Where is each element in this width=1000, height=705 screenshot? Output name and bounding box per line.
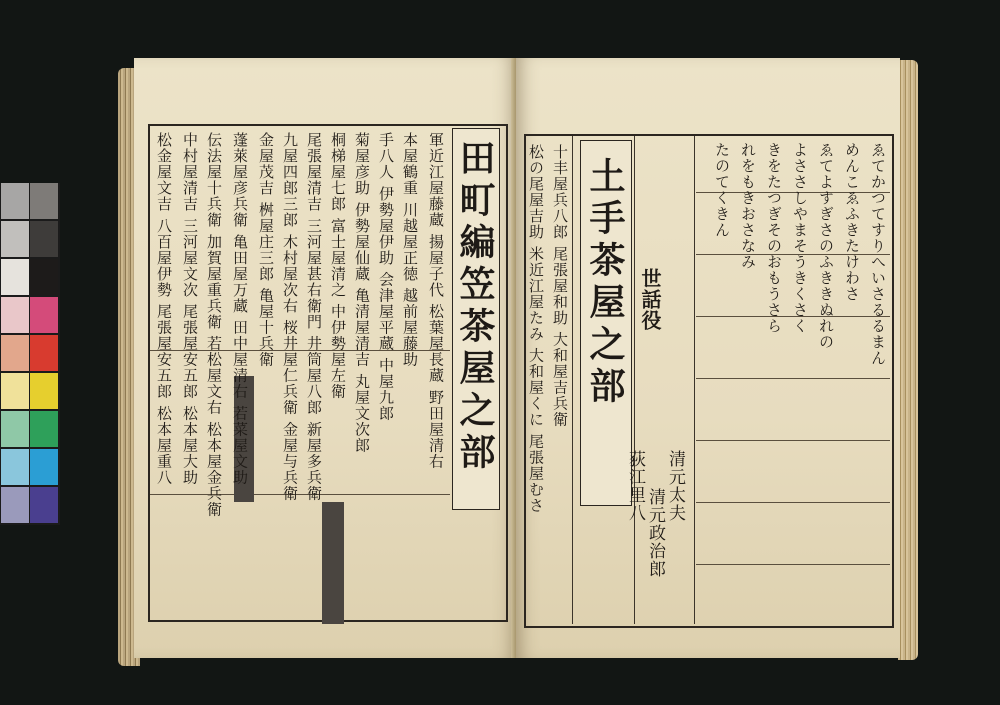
swatch	[1, 411, 29, 447]
swatch	[30, 297, 58, 333]
rule	[572, 136, 573, 624]
left-page-title: 田町編笠茶屋之部	[454, 139, 496, 475]
swatch	[1, 487, 29, 523]
performer-name: 荻江里八	[625, 450, 645, 522]
swatch	[1, 335, 29, 371]
list-column: 九屋四郎三郎 木村屋次右 桜井屋仁兵衛 金屋与兵衛	[281, 132, 299, 502]
role-label: 世話役	[638, 268, 662, 331]
list-column: 十丰屋兵八郎 尾張屋和助 大和屋吉兵衛	[551, 144, 569, 428]
rule	[696, 564, 890, 565]
verse-column: ゑてかつてすりへいさるるまん	[869, 142, 887, 366]
list-column: 伝法屋十兵衛 加賀屋重兵衛 若松屋文右 松本屋金兵衛	[205, 132, 223, 518]
list-column: 松金屋文吉 八百屋伊勢 尾張屋安五郎 松本屋重八	[155, 132, 173, 486]
swatch	[1, 221, 29, 257]
right-page-title: 土手茶屋之部	[584, 157, 626, 409]
performer-name: 清元政治郎	[645, 488, 665, 578]
list-column: 金屋茂吉 桝屋庄三郎 亀屋十兵衛	[257, 132, 275, 368]
list-column: 菊屋彦助 伊勢屋仙蔵 亀清屋清吉 丸屋文次郎	[353, 132, 371, 454]
rule	[696, 378, 890, 379]
list-column: 蓬萊屋彦兵衛 亀田屋万蔵 田中屋清右 若菜屋文助	[231, 132, 249, 486]
left-title-box	[452, 128, 500, 510]
swatch	[30, 411, 58, 447]
rule	[634, 136, 635, 624]
verse-column: きをたつぎそのおもうさら	[765, 142, 783, 334]
book-edge-right	[898, 60, 918, 660]
list-column: 軍近江屋藤蔵 揚屋子代 松葉屋長蔵 野田屋清右	[427, 132, 445, 470]
swatch	[1, 259, 29, 295]
list-column: 松の尾屋吉助 米近江屋たみ 大和屋くに 尾張屋むさ	[527, 144, 545, 514]
rule	[150, 494, 450, 495]
swatch	[30, 221, 58, 257]
swatch	[30, 487, 58, 523]
swatch	[30, 259, 58, 295]
ink-bar	[322, 502, 344, 624]
swatch	[1, 297, 29, 333]
rule	[696, 502, 890, 503]
swatch	[1, 449, 29, 485]
list-column: 尾張屋清吉 三河屋甚右衛門 井筒屋八郎 新屋多兵衛	[305, 132, 323, 502]
verse-column: よささしやまそうきくさく	[791, 142, 809, 334]
performer-name: 清元太夫	[665, 450, 685, 522]
swatch	[30, 183, 58, 219]
swatch	[30, 449, 58, 485]
swatch	[30, 373, 58, 409]
rule	[694, 136, 695, 624]
swatch	[1, 183, 29, 219]
left-page	[134, 58, 516, 658]
color-calibration-card	[0, 183, 60, 525]
verse-column: ゑてよすぎさのふききぬれの	[817, 142, 835, 350]
swatch	[1, 373, 29, 409]
list-column: 本屋鶴重 川越屋正徳 越前屋藤助	[401, 132, 419, 368]
open-book	[118, 52, 918, 666]
rule	[696, 440, 890, 441]
list-column: 手八人 伊勢屋伊助 会津屋平蔵 中屋九郎	[377, 132, 395, 422]
verse-column: めんこゑふきたけわさ	[843, 142, 861, 302]
verse-column: たのてくきん	[713, 142, 731, 238]
swatch	[30, 335, 58, 371]
right-page	[516, 58, 900, 658]
verse-column: れをもきおさなみ	[739, 142, 757, 270]
list-column: 桐梯屋七郎 富士屋清之 中伊勢屋左衛	[329, 132, 347, 400]
list-column: 中村屋清吉 三河屋文次 尾張屋安五郎 松本屋大助	[181, 132, 199, 486]
